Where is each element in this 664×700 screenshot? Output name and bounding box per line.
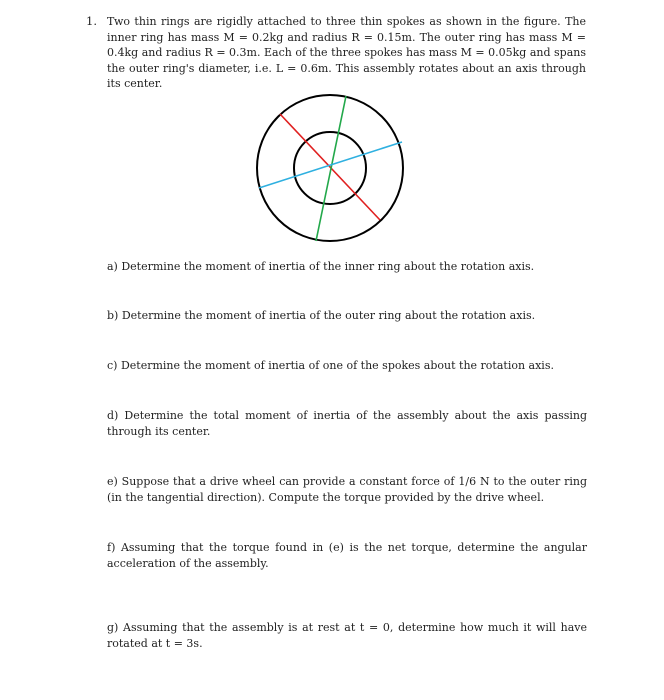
blue-spoke xyxy=(259,142,402,188)
question-e: e) Suppose that a drive wheel can provide a constant force of 1/6 N to the outer ring (in the tangential direction). Compute the torque provided by the drive wheel. xyxy=(107,475,587,504)
question-g: g) Assuming that the assembly is at rest at t = 0, determine how much it will have rotated at t = 3s. xyxy=(107,621,587,650)
question-d: d) Determine the total moment of inertia of the assembly about the axis passing through its center. xyxy=(107,409,587,438)
question-f: f) Assuming that the torque found in (e) is the net torque, determine the angular acceleration of the assembly. xyxy=(107,541,587,570)
question-c: c) Determine the moment of inertia of one of the spokes about the rotation axis. xyxy=(107,359,554,372)
question-b: b) Determine the moment of inertia of the outer ring about the rotation axis. xyxy=(107,309,536,322)
problem-statement xyxy=(88,14,586,92)
problem-number: 1. xyxy=(86,14,97,28)
rings-and-spokes-figure xyxy=(248,92,413,244)
problem-text: Two thin rings are rigidly attached to three thin spokes as shown in the figure. The inner ring has mass M = 0.2kg and radius R = 0.15m. The outer ring has mass M = 0.4kg and radius R = 0.3m. Each of the three spokes has mass M = 0.05kg and spans the outer ring's diameter, i.e. L = 0.6m. This assembly rotates about an axis through its center. xyxy=(107,15,586,90)
question-a: a) Determine the moment of inertia of the inner ring about the rotation axis. xyxy=(107,260,535,273)
figure-svg xyxy=(248,92,413,244)
